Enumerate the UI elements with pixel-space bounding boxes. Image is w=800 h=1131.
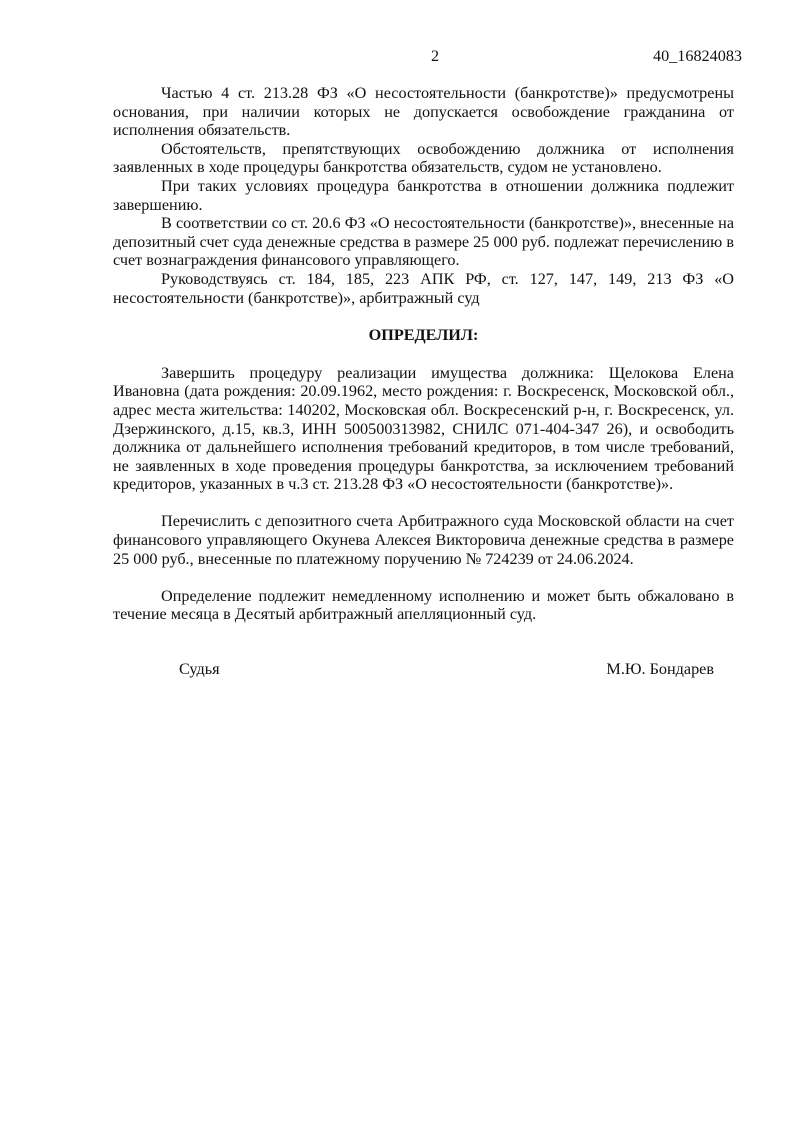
paragraph-deposit: В соответствии со ст. 20.6 ФЗ «О несостоятельности (банкротстве)», внесенные на депозитный счет суда денежные средства в размере 25 000 руб. подлежат перечислению в счет вознаграждения финансового управляющего.	[113, 214, 734, 270]
paragraph-grounds: Частью 4 ст. 213.28 ФЗ «О несостоятельности (банкротстве)» предусмотрены основания, при наличии которых не допускается освобождение гражданина от исполнения обязательств.	[113, 84, 734, 140]
document-id: 40_16824083	[652, 47, 742, 65]
paragraph-circumstances: Обстоятельств, препятствующих освобождению должника от исполнения заявленных в ходе процедуры банкротства обязательств, судом не установлено.	[113, 139, 734, 177]
paragraph-decision-transfer: Перечислить с депозитного счета Арбитражного суда Московской области на счет финансового управляющего Окунева Алексея Викторовича денежные средства в размере 25 000 руб., внесенные по платежному поручению № 724239 от 24.06.2024.	[113, 512, 734, 568]
document-body	[113, 84, 734, 624]
paragraph-decision-appeal: Определение подлежит немедленному исполнению и может быть обжаловано в течение месяца в Десятый арбитражный апелляционный суд.	[113, 586, 734, 624]
decision-title: ОПРЕДЕЛИЛ:	[368, 326, 479, 345]
signature-name: М.Ю. Бондарев	[606, 660, 714, 678]
signature-role: Судья	[179, 660, 220, 678]
page-number: 2	[431, 47, 440, 65]
paragraph-legal-basis: Руководствуясь ст. 184, 185, 223 АПК РФ, ст. 127, 147, 149, 213 ФЗ «О несостоятельности (банкротстве)», арбитражный суд	[113, 269, 734, 307]
paragraph-decision-complete: Завершить процедуру реализации имущества должника: Щелокова Елена Ивановна (дата рождения: 20.09.1962, место рождения: г. Воскресенск, Московской обл., адрес места жительства: 140202, Московская обл. Воскресенский р-н, г. Воскресенск, ул. Дзержинского, д.15, кв.3, ИНН 500500313982, СНИЛС 071-404-347 26), и освободить должника от дальнейшего исполнения требований кредиторов, в том числе требований, не заявленных в ходе проведения процедуры банкротства, за исключением требований кредиторов, указанных в ч.3 ст. 213.28 ФЗ «О несостоятельности (банкротстве)».	[113, 363, 734, 494]
signature-block	[0, 660, 800, 680]
paragraph-completion: При таких условиях процедура банкротства в отношении должника подлежит завершению.	[113, 176, 734, 214]
spacer	[113, 494, 734, 513]
spacer	[113, 568, 734, 587]
